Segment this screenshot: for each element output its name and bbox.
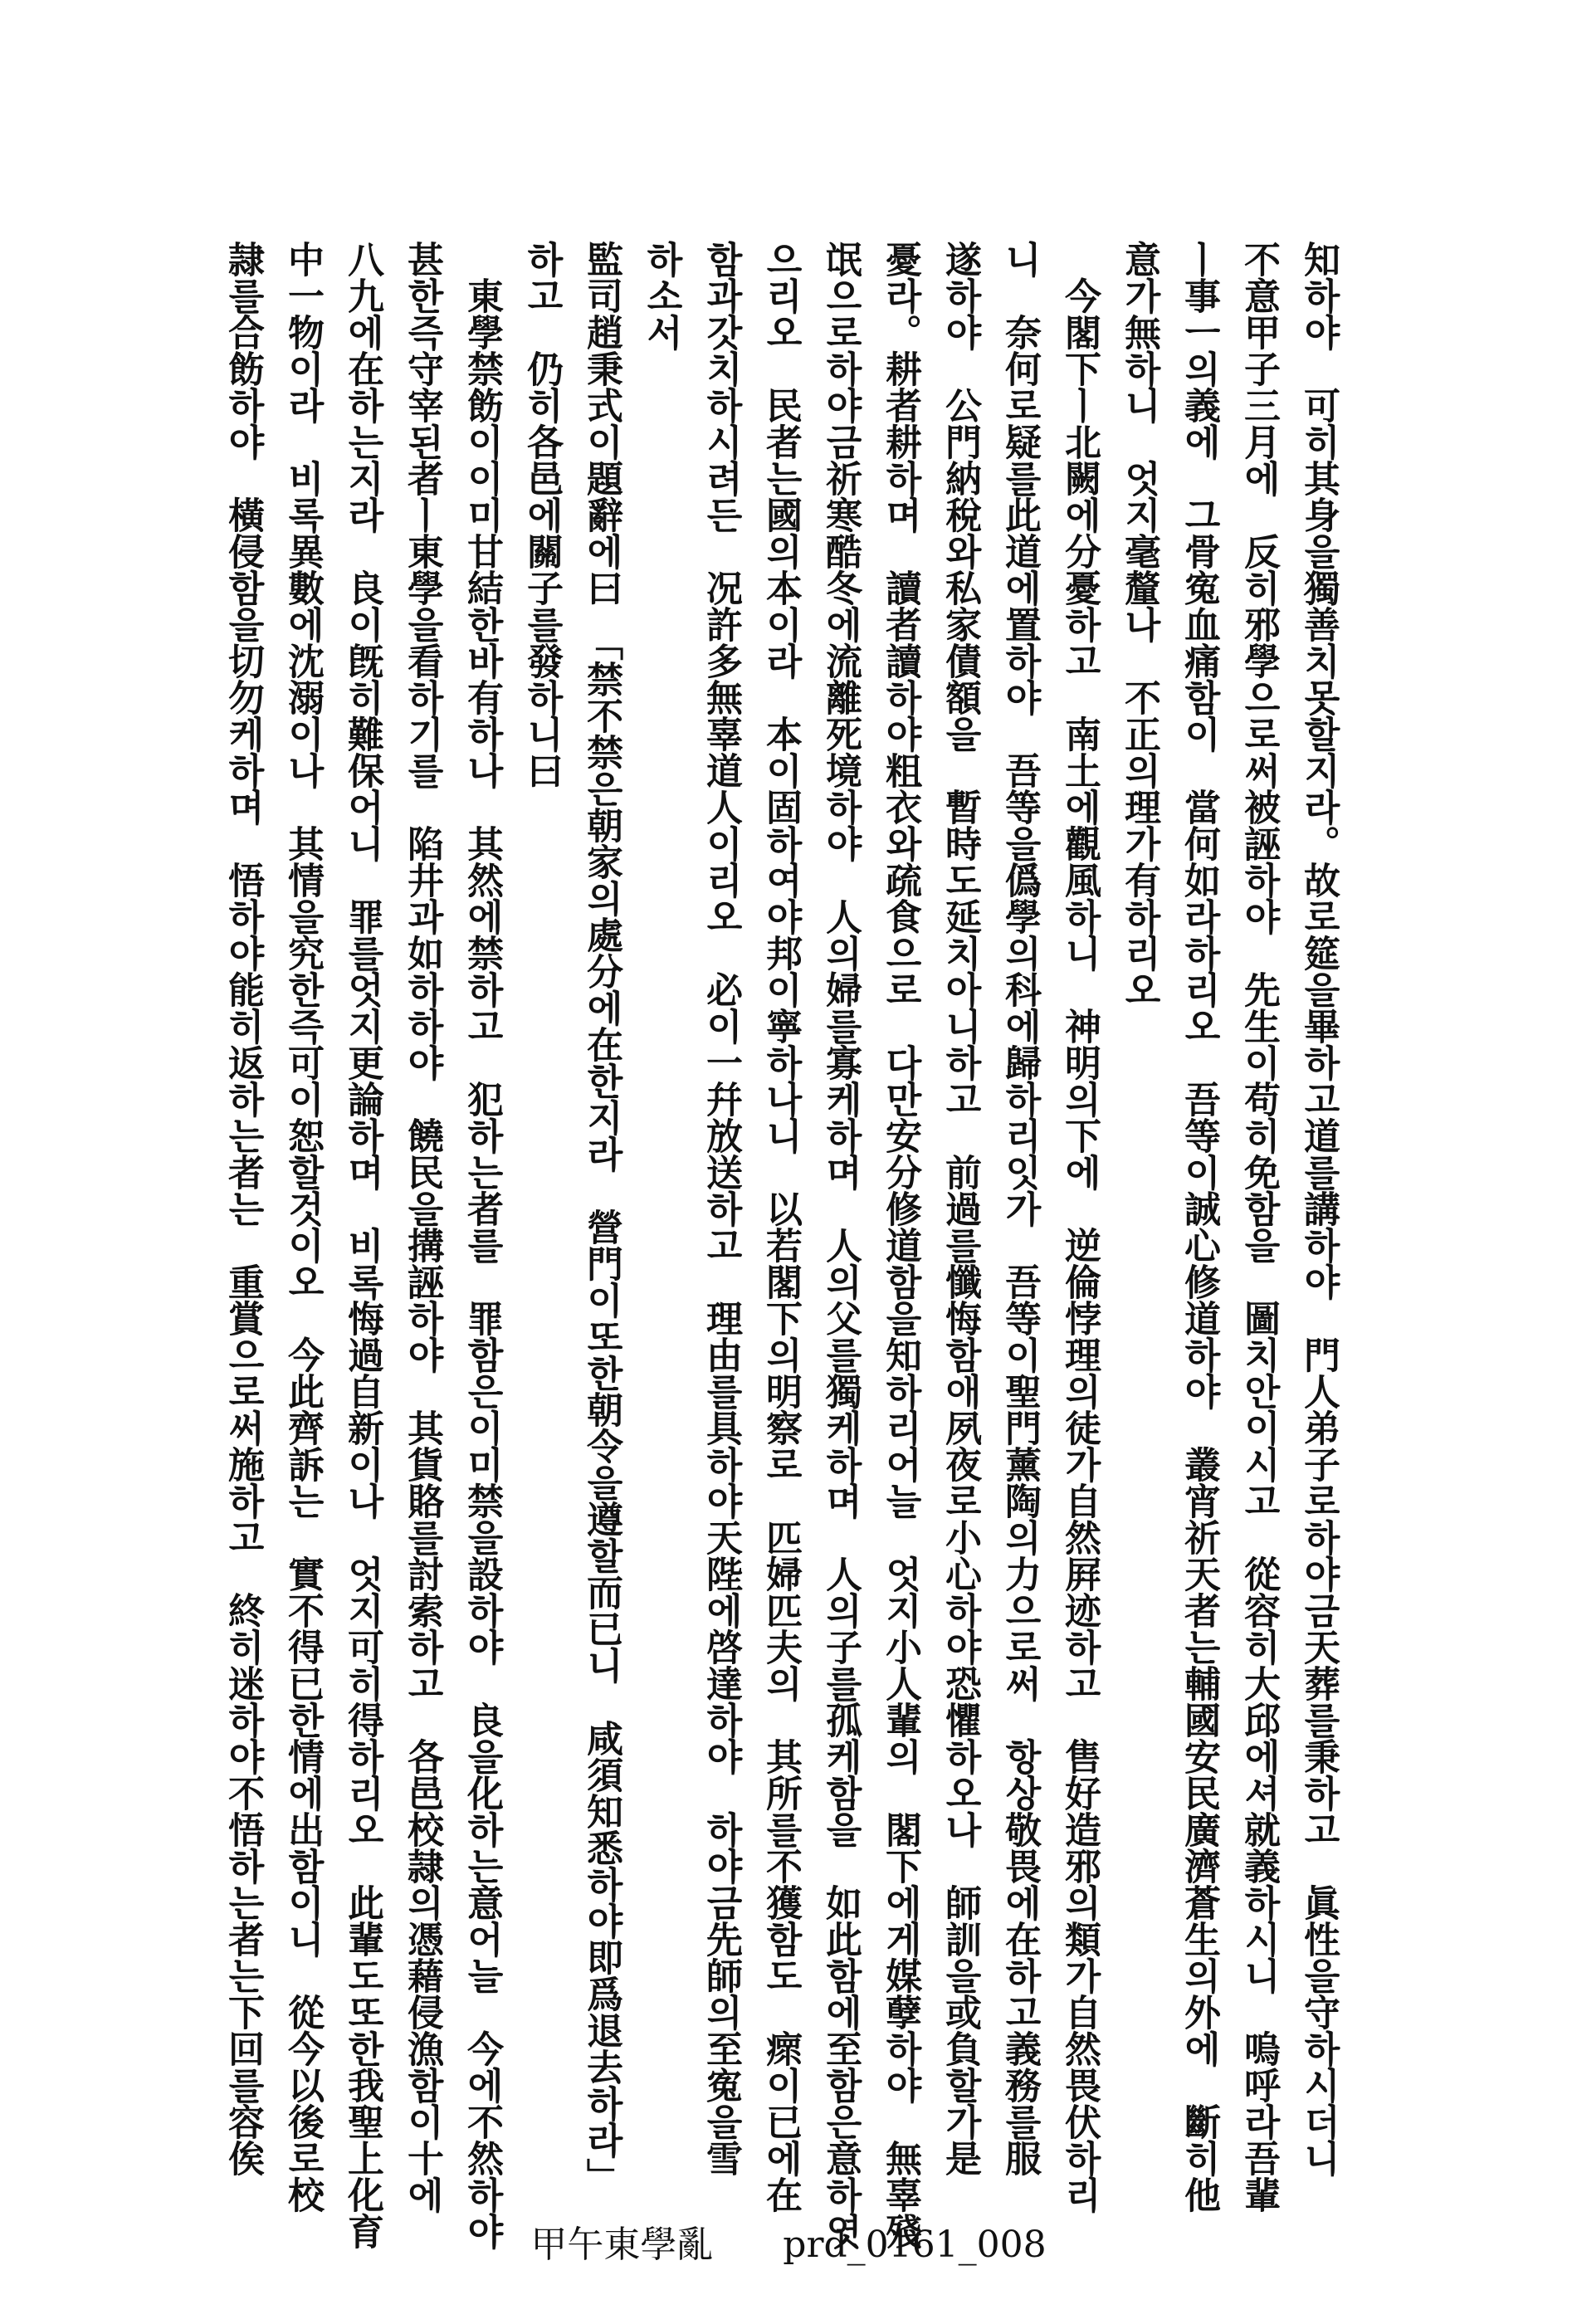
text-column: 今閣下ㅣ北闕에分憂하고 南土에觀風하니 神明의下에 逆倫悖理의徒가自然屛迹하고 售好造邪의類가自然畏伏하리 [1058, 277, 1101, 2213]
text-column: 함과갓치하시려든 况許多無辜道人이리오 必이一幷放送하고 理由를具하야天陛에啓達하야 하야금先師의至寃을雪 [700, 241, 742, 2176]
page-footer [0, 2214, 1577, 2268]
footer-page-id: prd_0161_008 [783, 2224, 1047, 2266]
text-column: 甚한즉守宰된者ㅣ東學을看하기를 陷井과如하하야 饒民을搆誣하야 其貨賂를討索하고 各邑校隷의憑藉侵漁함이十에 [401, 241, 443, 2213]
text-column: 隷를合飭하야 橫侵함을切勿케하며 悟하야能히返하는者는 重賞으로써施하고 終히迷하야不悟하는者는下回를容俟 [222, 241, 264, 2176]
footer-title: 甲午東學亂 [530, 2224, 714, 2266]
text-column: 니 奈何로疑를此道에置하야 吾等을僞學의科에歸하리잇가 吾等이聖門薰陶의力으로써 항상敬畏에在하고義務를服 [998, 241, 1041, 2176]
text-column: 으리오 民者는國의本이라 本이固하여야邦이寧하나니 以若閣下의明察로 匹婦匹夫의 其所를不獲함도 瘝이已에在 [759, 241, 802, 2213]
text-column: 中一物이라 비록異數에沈溺이나 其情을究한즉可이恕할것이오 今此齊訴는 實不得已한情에出함이니 從今以後로校 [281, 241, 324, 2213]
text-column: 하소서 [640, 241, 682, 350]
text-column: 意가無하니 엇지毫釐나 不正의理가有하리오 [1118, 241, 1160, 1008]
text-column: ㅣ事ㅡ의義에 그骨寃血痛함이 當何如라하리오 吾等이誠心修道하야 叢宵祈天者는輔國安民廣濟蒼生의外에 斷히他 [1178, 241, 1220, 2213]
text-column: 不意甲子三月에 反히邪學으로써被誣하야 先生이苟히免함을 圖치안이시고 從容히大邱에셔就義하시니 嗚呼라吾輩 [1238, 241, 1280, 2213]
text-column: 憂라。耕者耕하며 讀者讀하야粗衣와疏食으로 다만安分修道함을知하리어늘 엇지小人輩의 閣下에게媒孽하야 無辜殘 [879, 241, 921, 2249]
text-column: 氓으로하야금祈寒酷冬에流離死境하야 人의婦를寡케하며 人의父를獨케하며 人의子를孤케함을 如此함에至함은意하엿 [819, 241, 862, 2249]
text-column: 東學禁飭이이미甘結한바有하나 其然에禁하고 犯하는者를 罪함은이미禁을設하야 良을化하는意어늘 今에不然하야 [461, 277, 503, 2249]
text-column: 監司趙秉式이題辭에曰 「禁不禁은朝家의處分에在한지라 營門이또한朝令을遵할而已니 咸須知悉하야即爲退去하라」 [580, 241, 622, 2195]
text-column: 하고 仍히各邑에關子를發하니曰 [520, 241, 563, 788]
text-column: 知하야 可히其身을獨善치못할지라。故로筵을畢하고道를講하야 門人弟子로하야금天葬를秉하고 眞性을守하시더니 [1297, 241, 1340, 2176]
text-column: 八九에在하는지라 良이旣히難保어니 罪를엇지更論하며 비록悔過自新이나 엇지可히得하리오 此輩도또한我聖上化育 [341, 241, 383, 2249]
text-column: 遂하야 公門納稅와私家債額을 暫時도延치아니하고 前過를懺悔함애夙夜로小心하야恐懼하오나 師訓을或負할가是 [939, 241, 981, 2176]
